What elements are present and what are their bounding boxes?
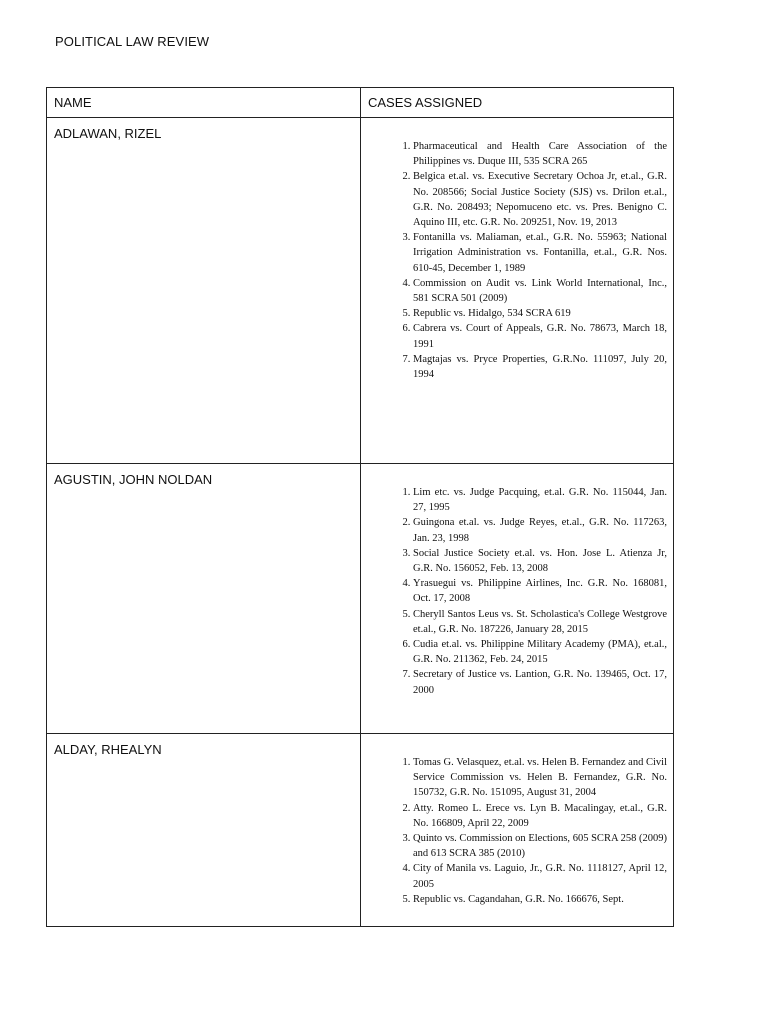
case-item: 3. Quinto vs. Commission on Elections, 605 SCRA 258 (2009) and 613 SCRA 385 (2010): [413, 831, 667, 861]
table-header-row: [47, 88, 674, 118]
case-list: [361, 485, 667, 698]
document-title: POLITICAL LAW REVIEW: [55, 34, 210, 49]
table-row: [47, 734, 674, 927]
cases-cell: [361, 464, 674, 734]
case-list: [361, 755, 667, 907]
case-item: 4. Commission on Audit vs. Link World International, Inc., 581 SCRA 501 (2009): [413, 276, 667, 306]
case-item: 4. Yrasuegui vs. Philippine Airlines, Inc. G.R. No. 168081, Oct. 17, 2008: [413, 576, 667, 606]
case-item: 3. Fontanilla vs. Maliaman, et.al., G.R. No. 55963; National Irrigation Administration vs. Fontanilla, et.al., G.R. Nos. 610-45, December 1, 1989: [413, 230, 667, 276]
case-item: 2. Belgica et.al. vs. Executive Secretary Ochoa Jr, et.al., G.R. No. 208566; Social Justice Society (SJS) vs. Drilon et.al., G.R. No. 208493; Nepomuceno etc. vs. Pres. Benigno C. Aquino III, etc. G.R. No. 209251, Nov. 19, 2013: [413, 169, 667, 230]
cases-column-header: CASES ASSIGNED: [361, 88, 674, 118]
case-item: 5. Republic vs. Cagandahan, G.R. No. 166676, Sept.: [413, 892, 667, 907]
case-list: [361, 139, 667, 382]
case-item: 7. Magtajas vs. Pryce Properties, G.R.No. 111097, July 20, 1994: [413, 352, 667, 382]
cases-cell: [361, 118, 674, 464]
cases-cell: [361, 734, 674, 927]
case-item: 7. Secretary of Justice vs. Lantion, G.R. No. 139465, Oct. 17, 2000: [413, 667, 667, 697]
case-item: 1. Lim etc. vs. Judge Pacquing, et.al. G.R. No. 115044, Jan. 27, 1995: [413, 485, 667, 515]
case-item: 1. Pharmaceutical and Health Care Association of the Philippines vs. Duque III, 535 SCRA 265: [413, 139, 667, 169]
student-name: ADLAWAN, RIZEL: [47, 118, 361, 464]
name-column-header: NAME: [47, 88, 361, 118]
case-item: 1. Tomas G. Velasquez, et.al. vs. Helen B. Fernandez and Civil Service Commission vs. Helen B. Fernandez, G.R. No. 150732, G.R. No. 151095, August 31, 2004: [413, 755, 667, 801]
student-name: ALDAY, RHEALYN: [47, 734, 361, 927]
case-item: 5. Cheryll Santos Leus vs. St. Scholastica's College Westgrove et.al., G.R. No. 187226, January 28, 2015: [413, 607, 667, 637]
student-name: AGUSTIN, JOHN NOLDAN: [47, 464, 361, 734]
case-item: 5. Republic vs. Hidalgo, 534 SCRA 619: [413, 306, 667, 321]
case-item: 3. Social Justice Society et.al. vs. Hon. Jose L. Atienza Jr, G.R. No. 156052, Feb. 13, 2008: [413, 546, 667, 576]
case-item: 2. Guingona et.al. vs. Judge Reyes, et.al., G.R. No. 117263, Jan. 23, 1998: [413, 515, 667, 545]
case-item: 4. City of Manila vs. Laguio, Jr., G.R. No. 1118127, April 12, 2005: [413, 861, 667, 891]
case-item: 6. Cabrera vs. Court of Appeals, G.R. No. 78673, March 18, 1991: [413, 321, 667, 351]
table-row: [47, 464, 674, 734]
case-assignment-table: [46, 87, 674, 927]
case-item: 2. Atty. Romeo L. Erece vs. Lyn B. Macalingay, et.al., G.R. No. 166809, April 22, 2009: [413, 801, 667, 831]
table-row: [47, 118, 674, 464]
case-item: 6. Cudia et.al. vs. Philippine Military Academy (PMA), et.al., G.R. No. 211362, Feb. 24, 2015: [413, 637, 667, 667]
